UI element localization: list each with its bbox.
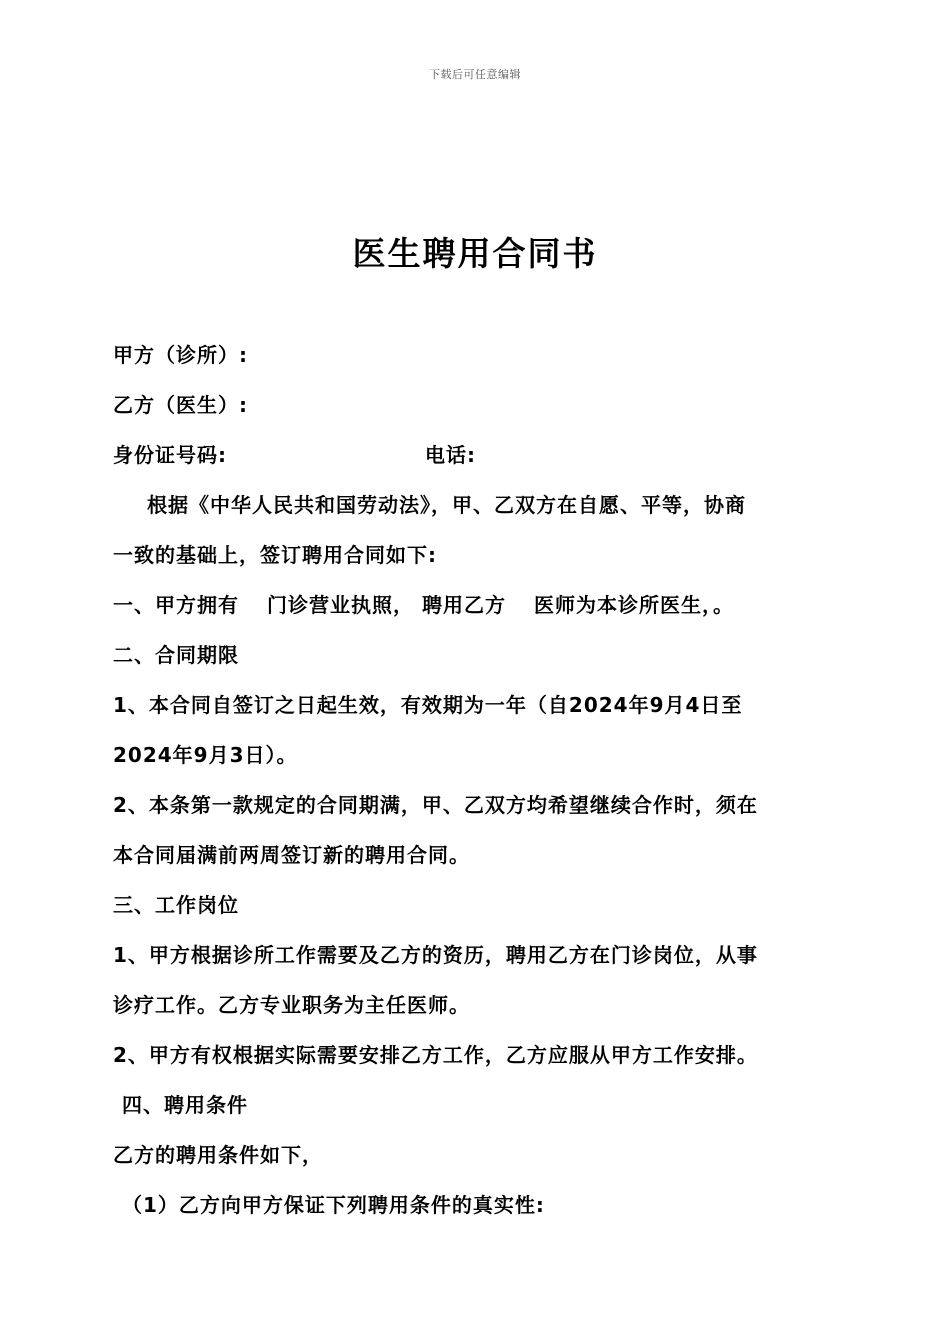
preamble-line-1: 根据《中华人民共和国劳动法》，甲、乙双方在自愿、平等，协商	[147, 493, 746, 517]
section-4-heading: 四、聘用条件	[122, 1093, 248, 1117]
phone-label: 电话:	[425, 443, 476, 467]
header-note: 下载后可任意编辑	[429, 68, 521, 81]
clause-1-part-a: 一、甲方拥有	[113, 593, 239, 617]
id-number-label: 身份证号码:	[113, 443, 227, 467]
section-2-item-2-a: 2、本条第一款规定的合同期满，甲、乙双方均希望继续合作时，须在	[113, 793, 758, 817]
section-2-item-2-b: 本合同届满前两周签订新的聘用合同。	[113, 843, 470, 867]
section-3-item-2: 2、甲方有权根据实际需要安排乙方工作，乙方应服从甲方工作安排。	[113, 1043, 758, 1067]
clause-1-part-d: 医师为本诊所医生，。	[534, 593, 734, 617]
clause-1-part-b: 门诊营业执照，	[267, 593, 414, 617]
section-3-item-1-b: 诊疗工作。乙方专业职务为主任医师。	[113, 993, 470, 1017]
section-3-heading: 三、工作岗位	[113, 893, 239, 917]
party-b-line: 乙方（医生）:	[113, 393, 248, 417]
clause-1-part-c: 聘用乙方	[422, 593, 506, 617]
clause-1-line	[113, 580, 833, 630]
section-3-item-1-a: 1、甲方根据诊所工作需要及乙方的资历，聘用乙方在门诊岗位，从事	[113, 943, 758, 967]
section-2-heading: 二、合同期限	[113, 643, 239, 667]
section-4-item-1: （1）乙方向甲方保证下列聘用条件的真实性:	[122, 1193, 545, 1217]
section-4-intro: 乙方的聘用条件如下，	[113, 1143, 323, 1167]
party-a-line: 甲方（诊所）:	[113, 343, 248, 367]
section-2-item-1-a: 1、本合同自签订之日起生效，有效期为一年（自2024年9月4日至	[113, 693, 743, 717]
document-title: 医生聘用合同书	[352, 234, 598, 273]
preamble-line-2: 一致的基础上，签订聘用合同如下:	[113, 543, 437, 567]
section-2-item-1-b: 2024年9月3日）。	[113, 743, 298, 767]
id-phone-line	[113, 430, 833, 480]
contract-body	[113, 330, 833, 1230]
